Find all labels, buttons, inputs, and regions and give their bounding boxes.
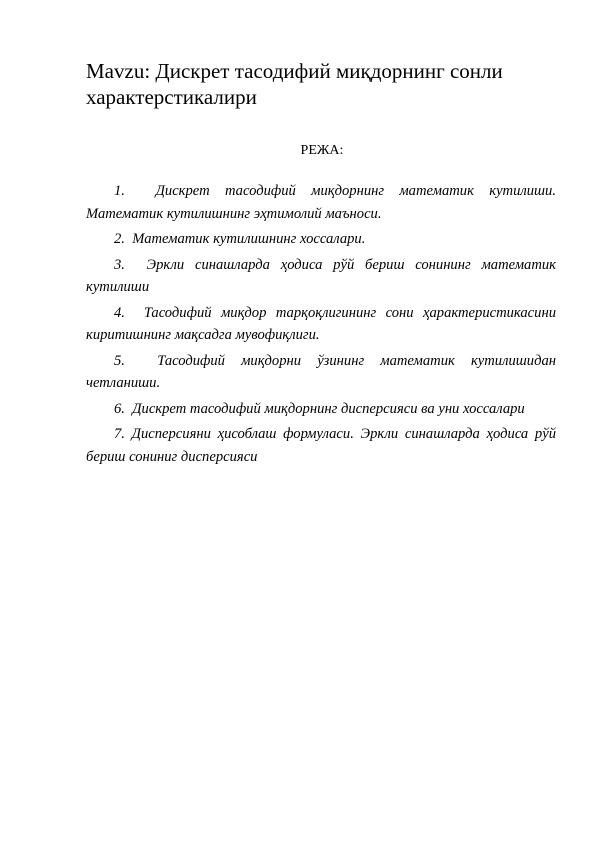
plan-item-number: 7.: [114, 426, 125, 442]
plan-item-number: 6.: [114, 400, 125, 417]
plan-item: [86, 302, 556, 347]
plan-item: [86, 423, 556, 468]
document-title: Mavzu: Дискрет тасодифий миқдорнинг сонли характерстикалири: [86, 59, 503, 109]
plan-item-number: 2.: [114, 231, 125, 247]
plan-list: [86, 180, 556, 471]
plan-item: [86, 254, 556, 299]
plan-item: [86, 228, 556, 251]
plan-item-text: Дискрет тасодифий миқдорнинг математик кутилиши. Математик кутилишнинг эҳтимолий маъноси.: [86, 183, 557, 222]
plan-item-text: Тасодифий миқдорни ўзининг математик кутилишидан четланиши.: [86, 352, 556, 391]
plan-item-number: 1.: [114, 183, 125, 199]
plan-item-number: 5.: [114, 352, 125, 369]
plan-item-text: Тасодифий миқдор тарқоқлигининг сони ҳарактеристикасини киритишнинг мақсадга мувофиқлиги.: [86, 304, 556, 343]
plan-item-text: Дискрет тасодифий миқдорнинг дисперсияси ва уни хоссалари: [132, 400, 525, 417]
plan-heading: РЕЖА:: [300, 143, 344, 158]
plan-item: [86, 398, 556, 421]
plan-item-text: Дисперсияни ҳисоблаш формуласи. Эркли синашларда ҳодиса рўй бериш сониниг дисперсияси: [86, 426, 556, 465]
plan-item: [86, 180, 556, 225]
plan-item-text: Математик кутилишнинг хоссалари.: [132, 231, 366, 247]
plan-item: [86, 350, 556, 395]
plan-item-number: 3.: [114, 256, 125, 273]
plan-item-number: 4.: [114, 304, 125, 321]
plan-item-text: Эркли синашларда ҳодиса рўй бериш сонининг математик кутилиши: [86, 256, 556, 295]
